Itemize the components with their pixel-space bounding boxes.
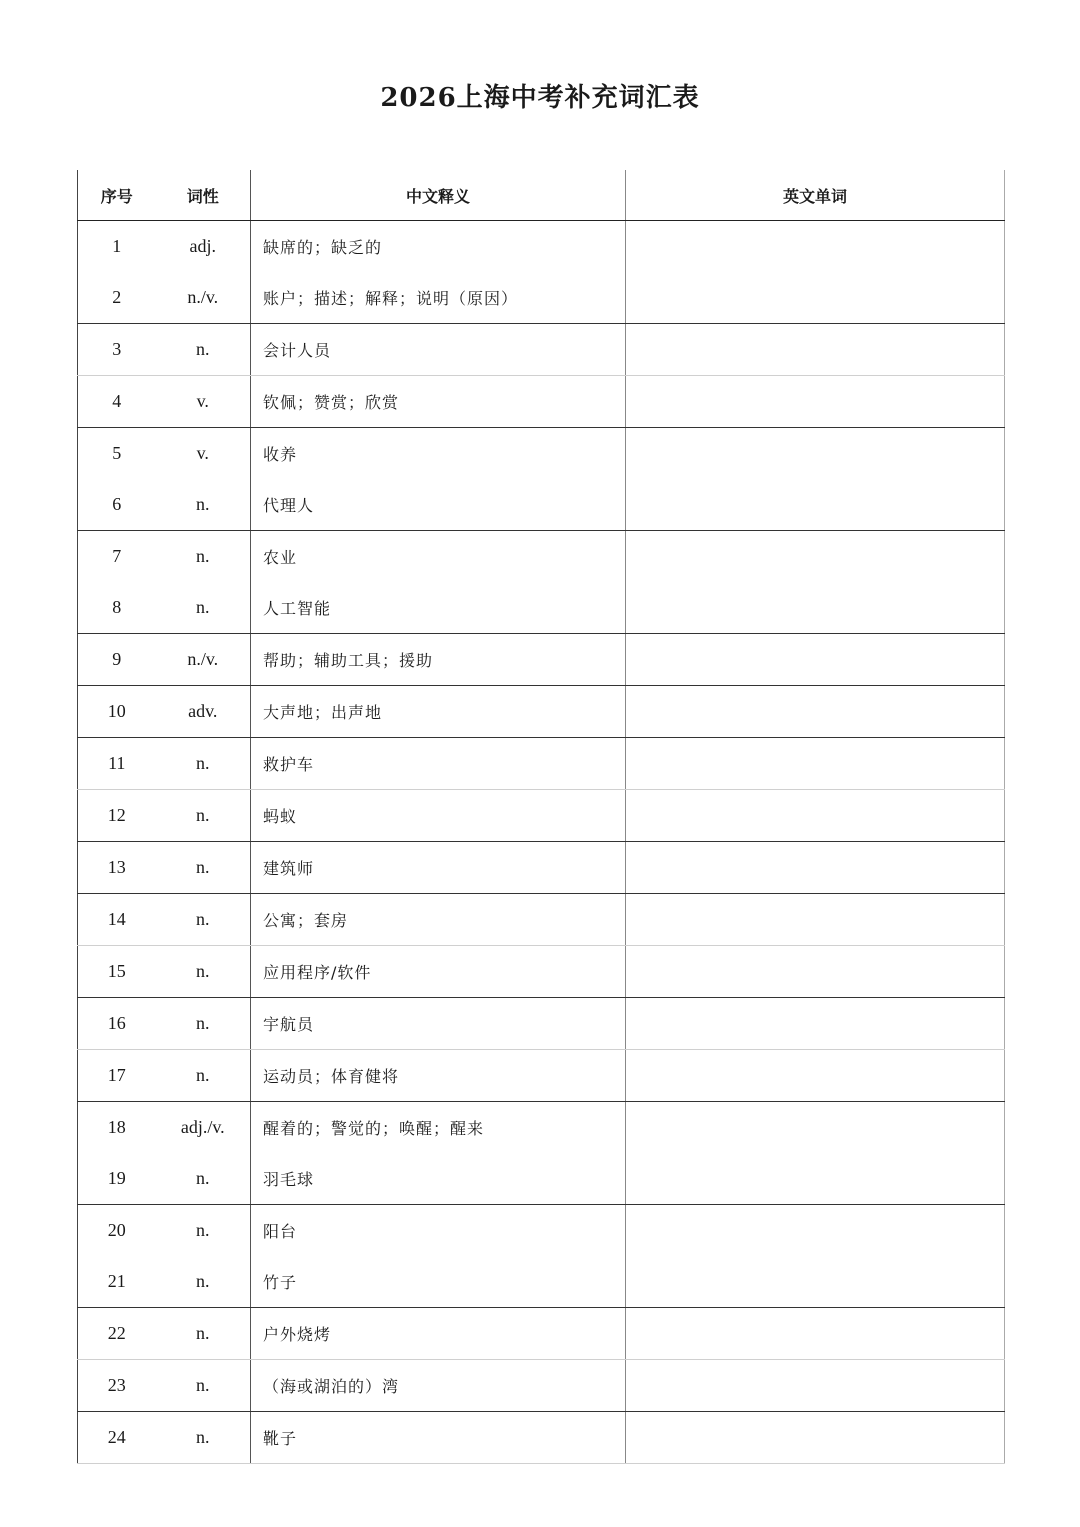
header-part-of-speech: 词性	[156, 170, 251, 221]
header-number: 序号	[78, 170, 156, 221]
row-number: 1	[78, 221, 156, 273]
row-english-word-blank[interactable]	[626, 221, 1005, 273]
table-row	[78, 1050, 1005, 1102]
row-chinese-meaning: 蚂蚁	[251, 790, 626, 842]
row-number: 8	[78, 582, 156, 634]
row-english-word-blank[interactable]	[626, 428, 1005, 480]
row-chinese-meaning: 阳台	[251, 1205, 626, 1257]
row-part-of-speech: n.	[156, 998, 251, 1050]
row-part-of-speech: n.	[156, 479, 251, 531]
row-part-of-speech: n.	[156, 1308, 251, 1360]
row-part-of-speech: n.	[196, 1220, 210, 1240]
row-number: 19	[78, 1153, 156, 1205]
row-english-word-blank[interactable]	[626, 376, 1005, 428]
row-number: 11	[78, 738, 156, 790]
header-chinese-meaning: 中文释义	[251, 170, 626, 221]
row-number: 6	[78, 479, 156, 531]
table-row	[78, 531, 1005, 583]
row-part-of-speech: n.	[156, 790, 251, 842]
row-chinese-meaning: 救护车	[251, 738, 626, 790]
table-row	[78, 1360, 1005, 1412]
table-row	[78, 946, 1005, 998]
table-row	[78, 998, 1005, 1050]
table-row	[78, 634, 1005, 686]
row-number: 10	[78, 686, 156, 738]
row-chinese-meaning: 缺席的；缺乏的	[251, 221, 626, 273]
row-english-word-blank[interactable]	[626, 686, 1005, 738]
table-row	[78, 1308, 1005, 1360]
row-number: 24	[78, 1412, 156, 1464]
table-row	[78, 221, 1005, 273]
row-chinese-meaning: 羽毛球	[251, 1153, 626, 1205]
row-number: 7	[78, 531, 156, 583]
table-row	[78, 324, 1005, 376]
row-english-word-blank[interactable]	[626, 272, 1005, 324]
row-english-word-blank[interactable]	[626, 531, 1005, 583]
row-chinese-meaning: 公寓；套房	[251, 894, 626, 946]
row-chinese-meaning: 运动员；体育健将	[251, 1050, 626, 1102]
row-part-of-speech: adj.	[189, 236, 216, 256]
row-english-word-blank[interactable]	[626, 738, 1005, 790]
table-row	[78, 894, 1005, 946]
row-chinese-meaning: 收养	[251, 428, 626, 480]
row-english-word-blank[interactable]	[626, 324, 1005, 376]
row-number: 15	[78, 946, 156, 998]
table-row	[78, 842, 1005, 894]
table-row	[78, 1205, 1005, 1257]
row-part-of-speech: adj./v.	[180, 1117, 225, 1137]
row-number: 17	[78, 1050, 156, 1102]
row-part-of-speech: n./v.	[156, 634, 251, 686]
row-number: 16	[78, 998, 156, 1050]
row-chinese-meaning: 户外烧烤	[251, 1308, 626, 1360]
table-row	[78, 1412, 1005, 1464]
row-number: 12	[78, 790, 156, 842]
row-english-word-blank[interactable]	[626, 1360, 1005, 1412]
row-part-of-speech: n.	[156, 894, 251, 946]
table-row	[78, 1256, 1005, 1308]
row-chinese-meaning: 钦佩；赞赏；欣赏	[251, 376, 626, 428]
row-number: 14	[78, 894, 156, 946]
row-english-word-blank[interactable]	[626, 1153, 1005, 1205]
row-part-of-speech: n.	[156, 946, 251, 998]
table-row	[78, 582, 1005, 634]
row-part-of-speech: v.	[196, 443, 209, 463]
row-english-word-blank[interactable]	[626, 998, 1005, 1050]
row-chinese-meaning: 靴子	[251, 1412, 626, 1464]
row-part-of-speech: n.	[156, 738, 251, 790]
table-row	[78, 272, 1005, 324]
row-number: 13	[78, 842, 156, 894]
row-part-of-speech: n.	[156, 1360, 251, 1412]
row-number: 5	[78, 428, 156, 480]
row-part-of-speech: adv.	[156, 686, 251, 738]
table-row	[78, 479, 1005, 531]
row-number: 3	[78, 324, 156, 376]
row-english-word-blank[interactable]	[626, 1308, 1005, 1360]
row-english-word-blank[interactable]	[626, 894, 1005, 946]
row-part-of-speech: n.	[196, 546, 210, 566]
row-chinese-meaning: 人工智能	[251, 582, 626, 634]
table-row	[78, 1153, 1005, 1205]
row-chinese-meaning: 大声地；出声地	[251, 686, 626, 738]
row-english-word-blank[interactable]	[626, 1412, 1005, 1464]
row-number: 9	[78, 634, 156, 686]
row-part-of-speech: n.	[156, 1412, 251, 1464]
row-number: 21	[78, 1256, 156, 1308]
row-number: 2	[78, 272, 156, 324]
table-row	[78, 1102, 1005, 1154]
document-title: 2026上海中考补充词汇表	[380, 83, 700, 113]
row-number: 23	[78, 1360, 156, 1412]
row-chinese-meaning: （海或湖泊的）湾	[251, 1360, 626, 1412]
row-chinese-meaning: 醒着的；警觉的；唤醒；醒来	[251, 1102, 626, 1154]
table-row	[78, 790, 1005, 842]
row-english-word-blank[interactable]	[626, 842, 1005, 894]
row-chinese-meaning: 宇航员	[251, 998, 626, 1050]
row-chinese-meaning: 建筑师	[251, 842, 626, 894]
row-part-of-speech: n./v.	[156, 272, 251, 324]
table-row	[78, 376, 1005, 428]
table-row	[78, 428, 1005, 480]
row-part-of-speech: n.	[156, 324, 251, 376]
row-english-word-blank[interactable]	[626, 1256, 1005, 1308]
row-english-word-blank[interactable]	[626, 790, 1005, 842]
row-english-word-blank[interactable]	[626, 582, 1005, 634]
row-part-of-speech: n.	[156, 582, 251, 634]
row-part-of-speech: n.	[156, 1050, 251, 1102]
row-part-of-speech: n.	[156, 1153, 251, 1205]
row-chinese-meaning: 会计人员	[251, 324, 626, 376]
row-chinese-meaning: 竹子	[251, 1256, 626, 1308]
row-english-word-blank[interactable]	[626, 1050, 1005, 1102]
row-number: 20	[78, 1205, 156, 1257]
row-part-of-speech: v.	[156, 376, 251, 428]
row-number: 22	[78, 1308, 156, 1360]
row-number: 18	[78, 1102, 156, 1154]
row-number: 4	[78, 376, 156, 428]
table-header-row	[78, 170, 1005, 221]
row-english-word-blank[interactable]	[626, 946, 1005, 998]
row-chinese-meaning: 农业	[251, 531, 626, 583]
header-english-word: 英文单词	[626, 170, 1005, 221]
table-row	[78, 738, 1005, 790]
row-english-word-blank[interactable]	[626, 1205, 1005, 1257]
table-row	[78, 686, 1005, 738]
row-chinese-meaning: 代理人	[251, 479, 626, 531]
row-chinese-meaning: 应用程序/软件	[251, 946, 626, 998]
row-english-word-blank[interactable]	[626, 1102, 1005, 1154]
row-english-word-blank[interactable]	[626, 634, 1005, 686]
vocabulary-table	[77, 170, 1005, 1464]
row-english-word-blank[interactable]	[626, 479, 1005, 531]
row-chinese-meaning: 账户；描述；解释；说明（原因）	[251, 272, 626, 324]
row-chinese-meaning: 帮助；辅助工具；援助	[251, 634, 626, 686]
row-part-of-speech: n.	[156, 1256, 251, 1308]
row-part-of-speech: n.	[156, 842, 251, 894]
